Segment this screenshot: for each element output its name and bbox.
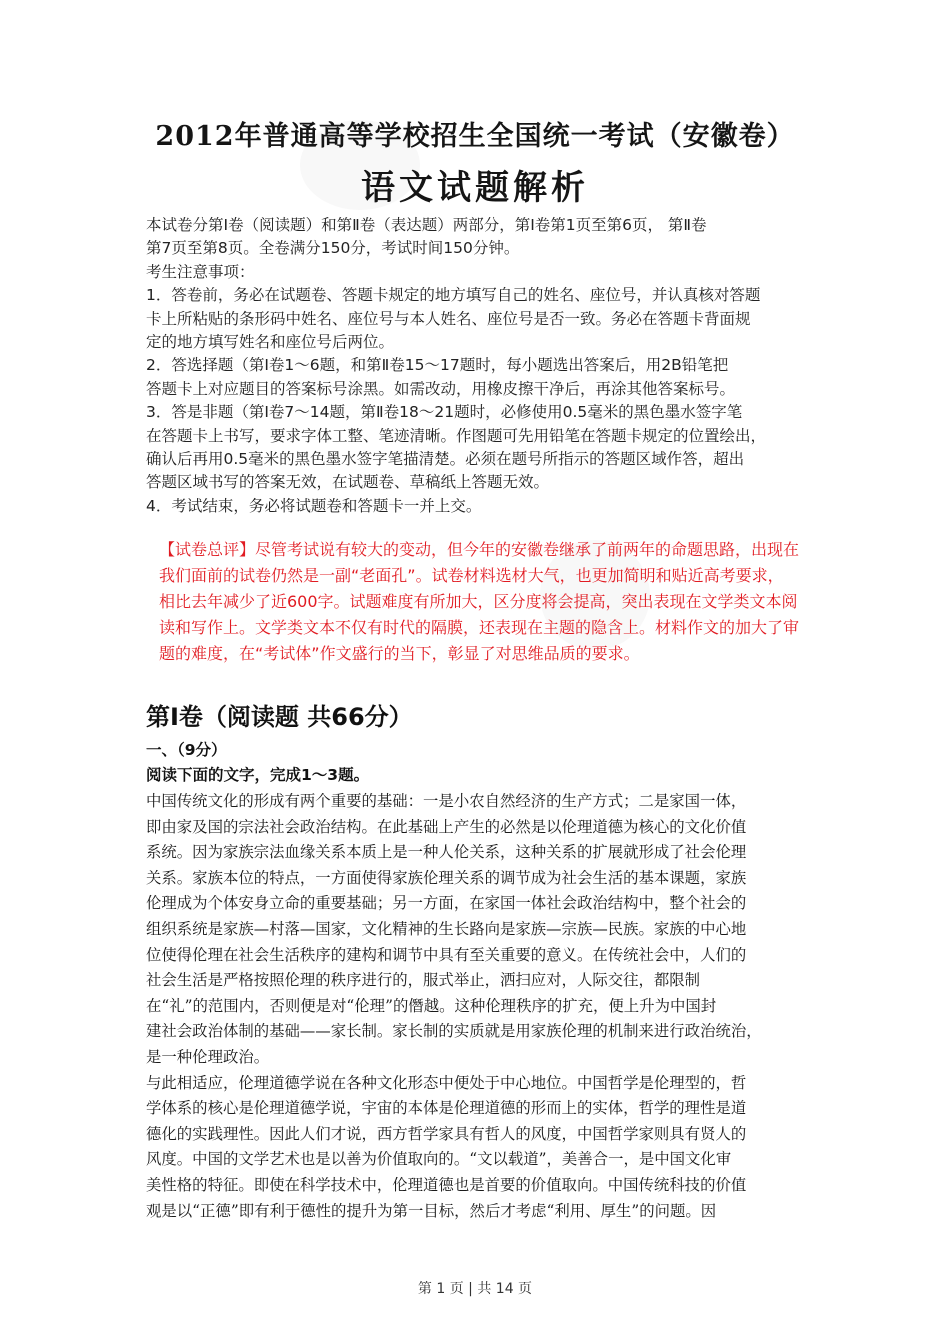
passage-line: 中国传统文化的形成有两个重要的基础：一是小农自然经济的生产方式；二是家国一体， [146,792,747,810]
page-footer: 第 1 页 | 共 14 页 [417,1281,533,1297]
instruction-line: 第7页至第8页。全卷满分150分，考试时间150分钟。 [146,239,520,258]
passage-line: 社会生活是严格按照伦理的秩序进行的，服式举止，洒扫应对，人际交往，都限制 [146,971,701,990]
instruction-line: 1．答卷前，务必在试题卷、答题卡规定的地方填写自己的姓名、座位号，并认真核对答题 [146,286,761,305]
exam-instructions [146,214,811,518]
instruction-line: 卡上所粘贴的条形码中姓名、座位号与本人姓名、座位号是否一致。务必在答题卡背面规 [146,309,751,328]
document-title: 2012年普通高等学校招生全国统一考试（安徽卷） [155,121,795,152]
review-line: 相比去年减少了近600字。试题难度有所加大，区分度将会提高，突出表现在文学类文本阅 [159,592,798,611]
passage-line: 风度。中国的文学艺术也是以善为价值取向的。“文以载道”，美善合一，是中国文化审 [146,1150,732,1169]
instruction-line: 本试卷分第Ⅰ卷（阅读题）和第Ⅱ卷（表达题）两部分，第Ⅰ卷第1页至第6页， 第Ⅱ卷 [146,216,707,234]
section-heading: 第Ⅰ卷（阅读题 共66分） [146,703,413,731]
passage-line: 与此相适应，伦理道德学说在各种文化形态中便处于中心地位。中国哲学是伦理型的，哲 [146,1073,747,1092]
passage-line: 伦理成为个体安身立命的重要基础；另一方面，在家国一体社会政治结构中，整个社会的 [146,894,747,913]
instruction-line: 2．答选择题（第Ⅰ卷1～6题，和第Ⅱ卷15～17题时，每小题选出答案后，用2B铅笔把 [146,356,729,375]
instruction-line: 考生注意事项： [146,262,255,281]
passage-line: 即由家及国的宗法社会政治结构。在此基础上产生的必然是以伦理道德为核心的文化价值 [146,817,747,836]
passage-line: 组织系统是家族—村落—国家，文化精神的生长路向是家族—宗族—民族。家族的中心地 [146,919,747,938]
question-instruction: 阅读下面的文字，完成1～3题。 [146,766,370,784]
passage-line: 关系。家族本位的特点，一方面使得家族伦理关系的调节成为社会生活的基本课题，家族 [146,868,747,887]
passage-line: 德化的实践理性。因此人们才说，西方哲学家具有哲人的风度，中国哲学家则具有贤人的 [146,1124,747,1143]
question-score: 一、（9分） [146,741,227,759]
passage-line: 位使得伦理在社会生活秩序的建构和调节中具有至关重要的意义。在传统社会中，人们的 [146,945,747,964]
review-line: 读和写作上。文学类文本不仅有时代的隔膜，还表现在主题的隐含上。材料作文的加大了审 [159,618,800,637]
document-subtitle: 语文试题解析 [361,168,589,208]
review-line: 题的难度，在“考试体”作文盛行的当下，彰显了对思维品质的要求。 [159,644,640,663]
instruction-line: 3．答是非题（第Ⅰ卷7～14题，第Ⅱ卷18～21题时，必修使用0.5毫米的黑色墨水签字笔 [146,403,743,422]
instruction-line: 确认后再用0.5毫米的黑色墨水签字笔描清楚。必须在题号所指示的答题区域作答，超出 [146,449,745,468]
instruction-line: 4．考试结束，务必将试题卷和答题卡一并上交。 [146,496,482,515]
passage-line: 是一种伦理政治。 [146,1047,270,1066]
passage-line: 系统。因为家族宗法血缘关系本质上是一种人伦关系，这种关系的扩展就形成了社会伦理 [146,843,747,862]
instruction-line: 定的地方填写姓名和座位号后两位。 [146,332,395,351]
passage-line: 建社会政治体制的基础——家长制。家长制的实质就是用家族伦理的机制来进行政治统治， [146,1022,762,1041]
instruction-line: 答题卡上对应题目的答案标号涂黑。如需改动，用橡皮擦干净后，再涂其他答案标号。 [146,379,736,398]
passage-line: 学体系的核心是伦理道德学说，宇宙的本体是伦理道德的形而上的实体，哲学的理性是道 [146,1099,747,1118]
instruction-line: 在答题卡上书写，要求字体工整、笔迹清晰。作图题可先用铅笔在答题卡规定的位置绘出， [146,426,767,445]
review-line: 【试卷总评】尽管考试说有较大的变动，但今年的安徽卷继承了前两年的命题思路，出现在 [159,540,800,559]
passage-line: 美性格的特征。即使在科学技术中，伦理道德也是首要的价值取向。中国传统科技的价值 [146,1175,747,1194]
passage-line: 观是以“正德”即有利于德性的提升为第一目标，然后才考虑“利用、厚生”的问题。因 [146,1201,717,1220]
passage-line: 在“礼”的范围内，否则便是对“伦理”的僭越。这种伦理秩序的扩充，便上升为中国封 [146,996,717,1015]
review-line: 我们面前的试卷仍然是一副“老面孔”。试卷材料选材大气，也更加简明和贴近高考要求， [159,566,784,585]
reading-passage [146,789,811,1224]
exam-review-summary [159,537,839,667]
instruction-line: 答题区域书写的答案无效，在试题卷、草稿纸上答题无效。 [146,473,550,492]
